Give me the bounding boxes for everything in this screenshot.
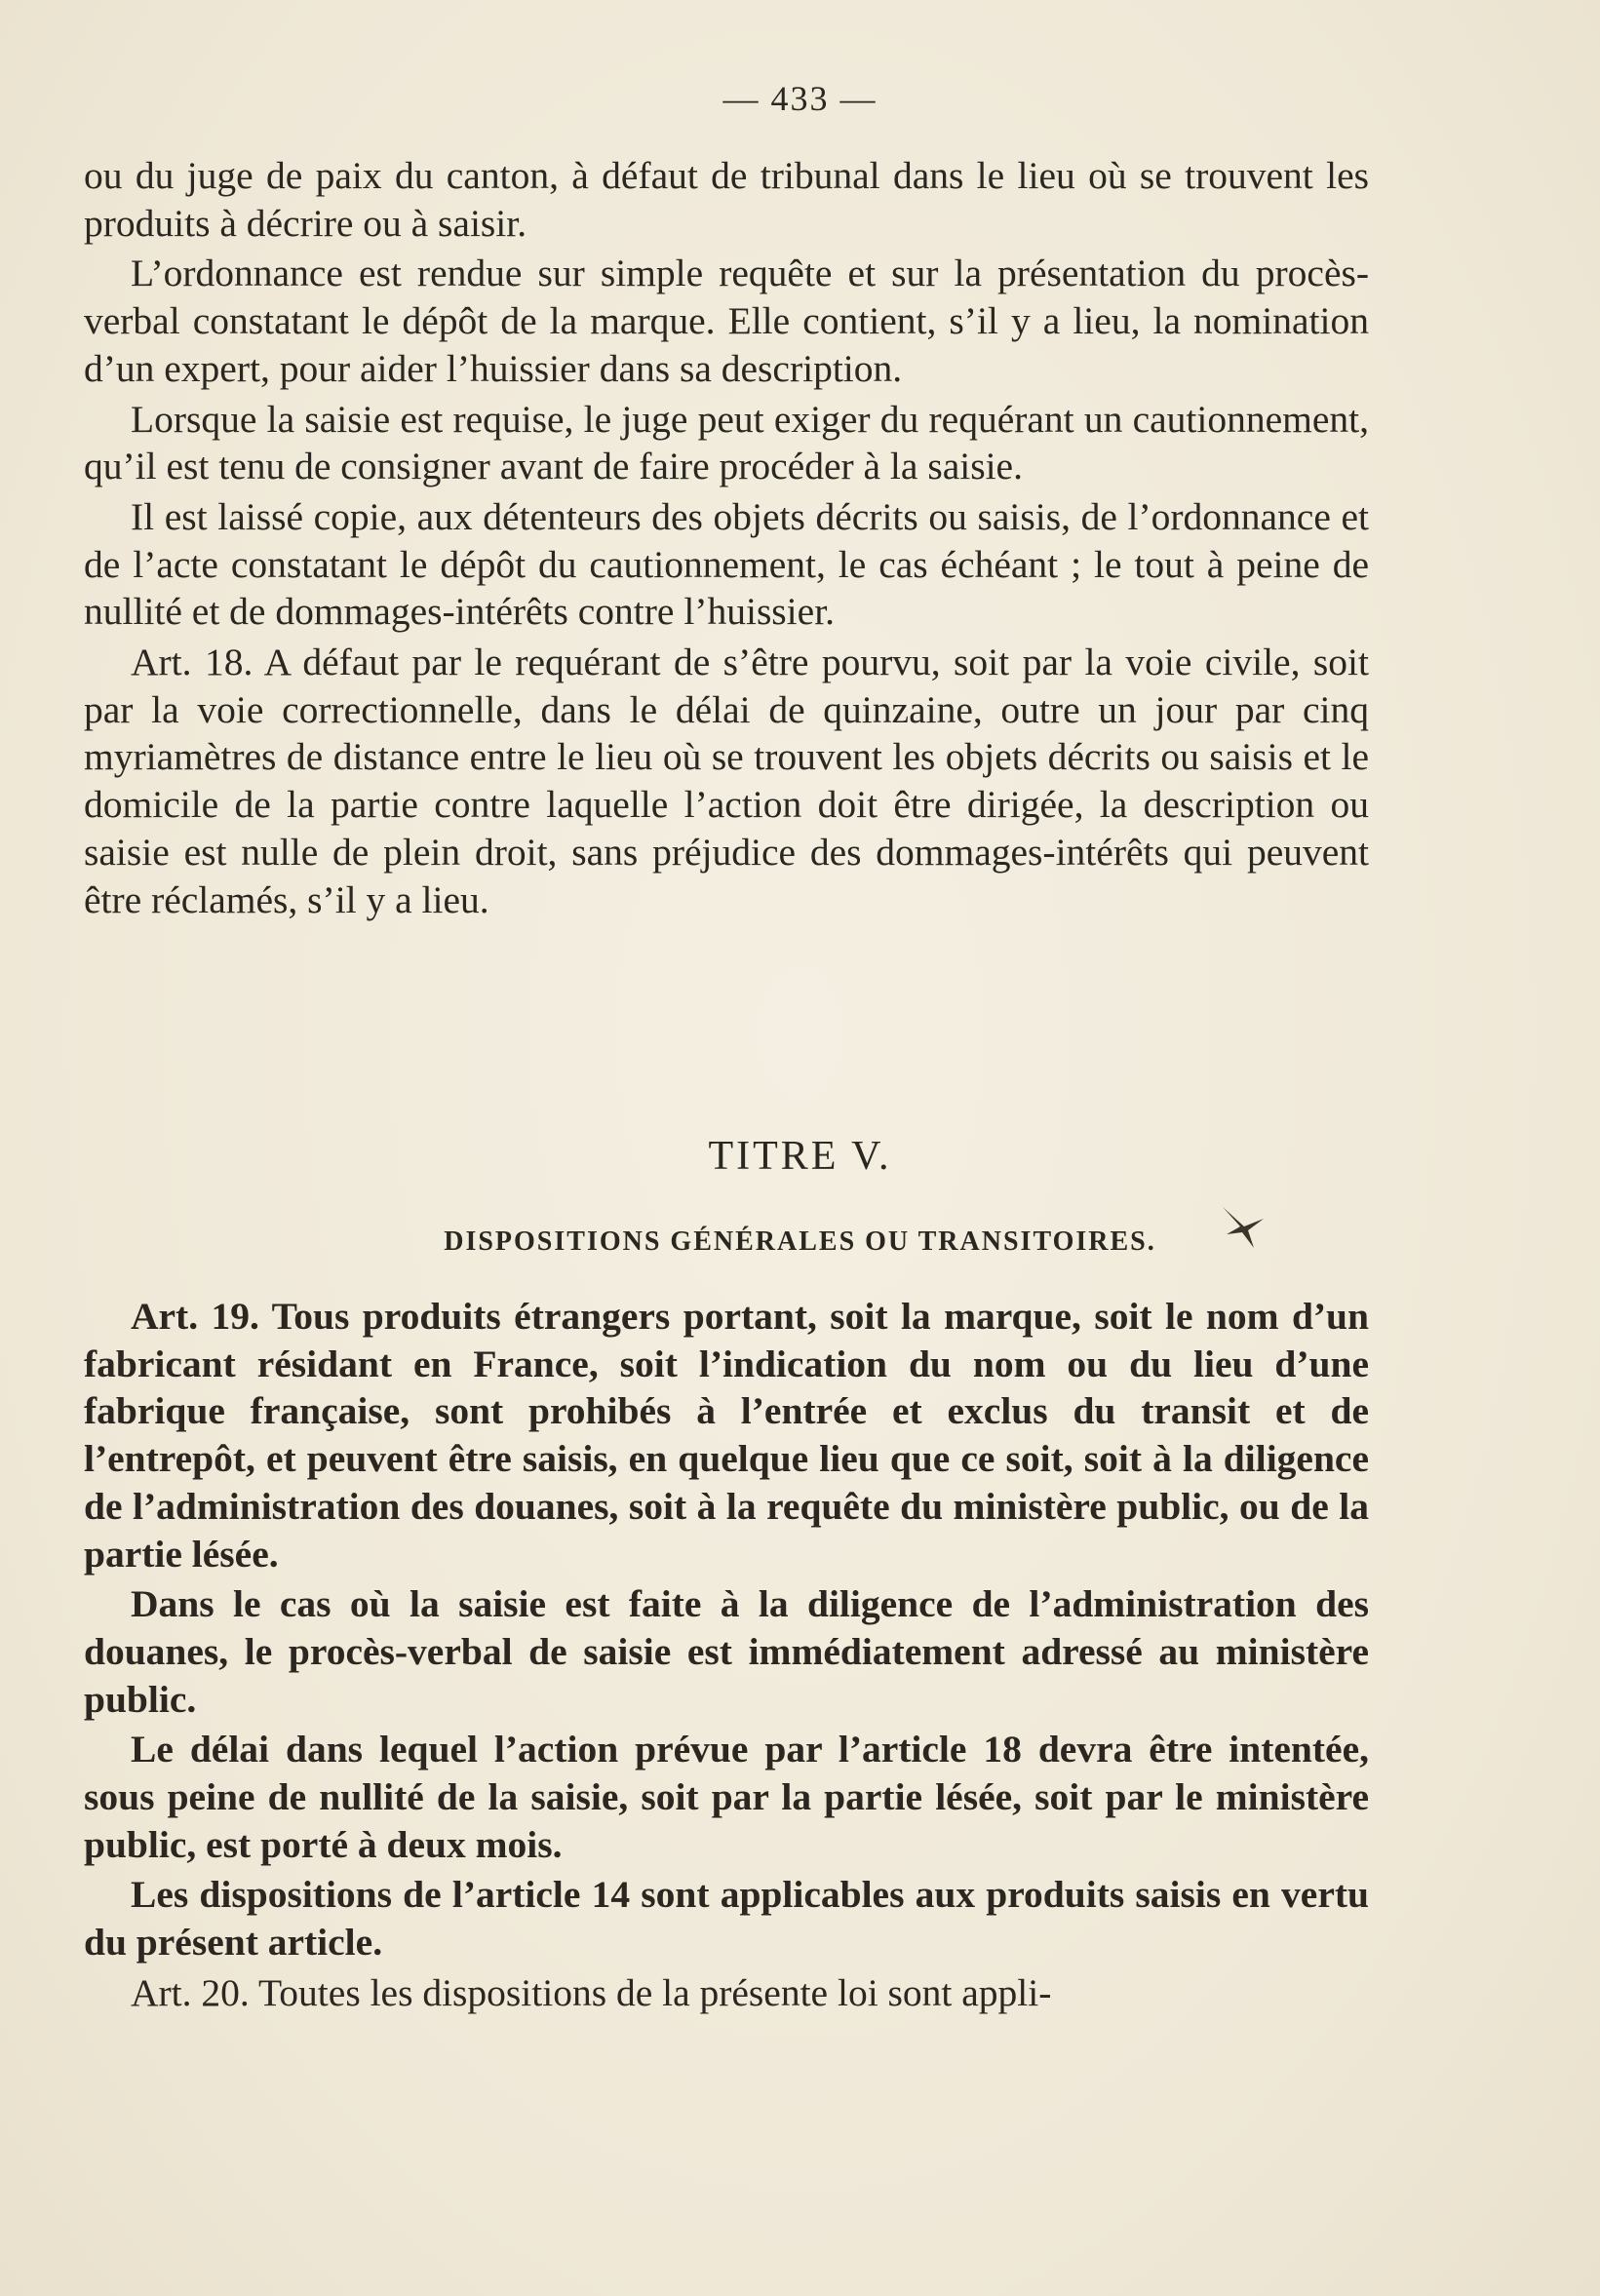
bird-ornament-icon	[1215, 1197, 1273, 1256]
section-subtitle: DISPOSITIONS GÉNÉRALES OU TRANSITOIRES.	[444, 1226, 1156, 1257]
section-title: TITRE V.	[708, 1134, 892, 1179]
paragraph-article-20: Art. 20. Toutes les dispositions de la présente loi sont appli-	[131, 1970, 1052, 2014]
paragraph: Dans le cas où la saisie est faite à la diligence de l’administration des douanes, le procès-verbal de saisie est immédiatement adressé au ministère public.	[84, 1582, 1369, 1721]
paragraph: Il est laissé copie, aux détenteurs des objets décrits ou saisis, de l’ordonnance et de l’acte constatant le dépôt du cautionnement, le cas échéant ; le tout à peine de nullité et de dommages-intérêts contre l’huissier.	[84, 494, 1369, 634]
paragraph: Les dispositions de l’article 14 sont applicables aux produits saisis en vertu du présent article.	[84, 1873, 1369, 1965]
paragraph: ou du juge de paix du canton, à défaut de tribunal dans le lieu où se trouvent les produits à décrire ou à saisir.	[84, 154, 1369, 245]
upper-text-block	[84, 152, 1369, 926]
paragraph: Lorsque la saisie est requise, le juge peut exiger du requérant un cautionnement, qu’il est tenu de consigner avant de faire procéder à la saisie.	[84, 397, 1369, 488]
lower-text-block	[84, 1293, 1369, 2020]
paragraph: Le délai dans lequel l’action prévue par l’article 18 devra être intentée, sous peine de nullité de la saisie, soit par la partie lésée, soit par le ministère public, est porté à deux mois.	[84, 1728, 1369, 1866]
paragraph: L’ordonnance est rendue sur simple requête et sur la présentation du procès-verbal constatant le dépôt de la marque. Elle contient, s’il y a lieu, la nomination d’un expert, pour aider l’huissier dans sa description.	[84, 252, 1369, 390]
paragraph-article-18: Art. 18. A défaut par le requérant de s’être pourvu, soit par la voie civile, soit par la voie correctionnelle, dans le délai de quinzaine, outre un jour par cinq myriamètres de distance entre le lieu où se trouvent les objets décrits ou saisis et le domicile de la partie contre laquelle l’action doit être dirigée, la description ou saisie est nulle de plein droit, sans préjudice des dommages-intérêts qui peuvent être réclamés, s’il y a lieu.	[84, 641, 1369, 921]
paragraph-article-19: Art. 19. Tous produits étrangers portant, soit la marque, soit le nom d’un fabricant résidant en France, soit l’indication du nom ou du lieu d’une fabrique française, sont prohibés à l’entrée et exclus du transit et de l’entrepôt, et peuvent être saisis, en quelque lieu que ce soit, soit à la diligence de l’administration des douanes, soit à la requête du ministère public, ou de la partie lésée.	[84, 1295, 1369, 1576]
page-number: — 433 —	[722, 79, 878, 118]
